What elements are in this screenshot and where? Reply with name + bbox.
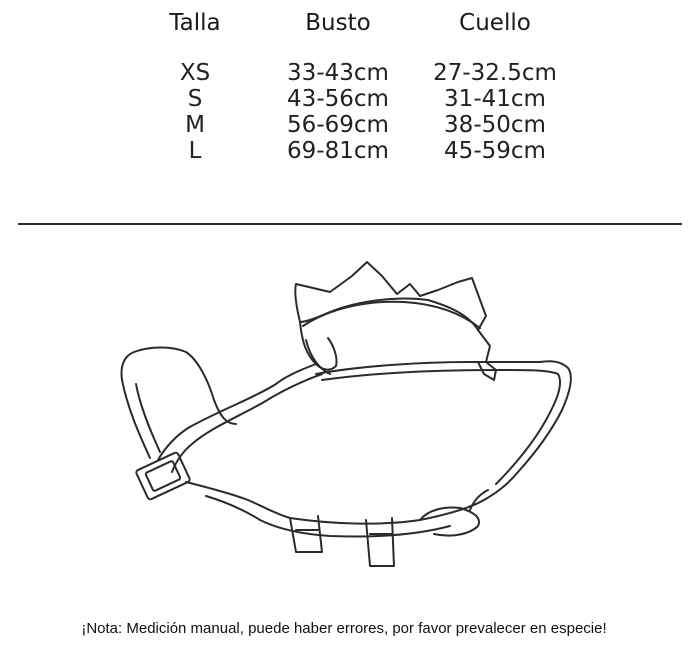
neck-header: Cuello xyxy=(459,10,531,36)
right-buckle xyxy=(478,330,496,380)
leg-flap-left-inner xyxy=(136,384,160,452)
size-cell: S xyxy=(187,86,203,112)
dinosaur-pet-coat-icon xyxy=(0,230,688,600)
chest-header: Busto xyxy=(305,10,371,36)
coat-top-inner xyxy=(322,370,560,484)
neck-column xyxy=(420,8,570,164)
neck-cell: 27-32.5cm xyxy=(433,60,557,86)
hood-inner-edge xyxy=(303,302,480,328)
neck-cell: 38-50cm xyxy=(444,112,546,138)
size-cell: L xyxy=(188,138,202,164)
neck-cell: 31-41cm xyxy=(444,86,546,112)
hood-spikes xyxy=(295,262,486,330)
coat-bottom-edge xyxy=(186,482,484,524)
coat-bottom-inner xyxy=(206,496,450,537)
section-divider xyxy=(18,223,682,225)
leg-flap-left xyxy=(122,348,237,459)
size-header: Talla xyxy=(169,10,221,36)
pet-coat-illustration xyxy=(0,230,688,600)
chest-cell: 33-43cm xyxy=(287,60,389,86)
belly-strap-2 xyxy=(366,518,394,566)
neck-strap xyxy=(300,322,337,370)
left-buckle xyxy=(135,452,190,500)
size-column xyxy=(150,8,240,164)
size-cell: M xyxy=(185,112,205,138)
coat-top-edge xyxy=(316,361,571,500)
collar-band-inner xyxy=(172,374,322,472)
chest-cell: 43-56cm xyxy=(287,86,389,112)
chest-cell: 69-81cm xyxy=(287,138,389,164)
neck-cell: 45-59cm xyxy=(444,138,546,164)
size-chart xyxy=(0,0,688,200)
chest-cell: 56-69cm xyxy=(287,112,389,138)
size-cell: XS xyxy=(179,60,211,86)
collar-band xyxy=(158,364,316,460)
measurement-note: ¡Nota: Medición manual, puede haber errores, por favor prevalecer en especie! xyxy=(81,620,607,637)
chest-column xyxy=(268,8,408,164)
